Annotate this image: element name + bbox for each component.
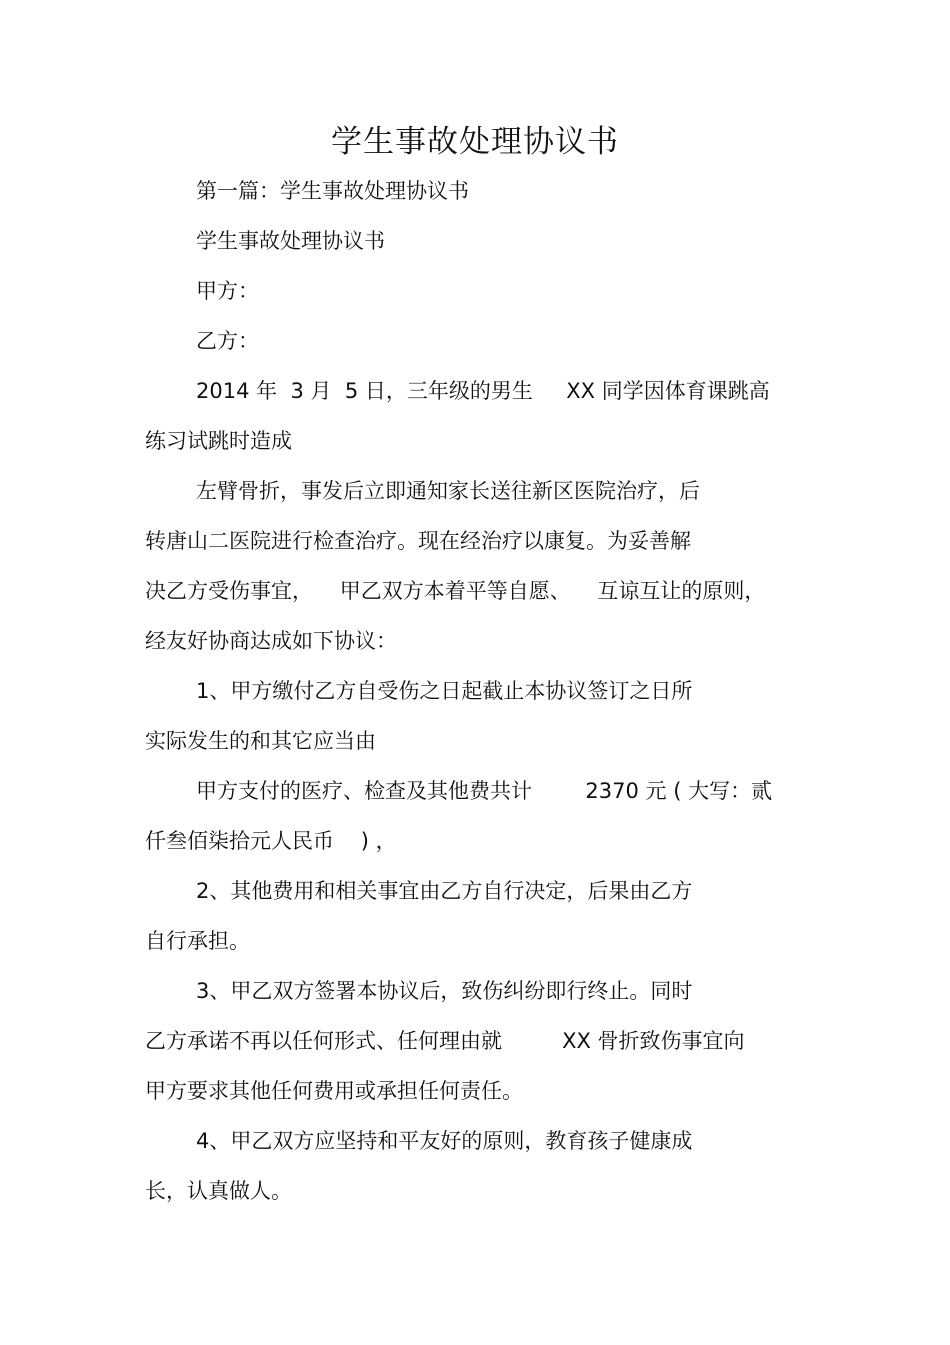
clause-3: 3、甲乙双方签署本协议后，致伤纠纷即行终止。同时 [196,979,693,1003]
chapter-heading: 第一篇：学生事故处理协议书 [196,179,469,203]
paragraph-line: 练习试跳时造成 [145,429,292,453]
paragraph-line: 2014 年 3 月 5 日，三年级的男生 XX 同学因体育课跳高 [196,379,770,403]
paragraph-line: 左臂骨折，事发后立即通知家长送往新区医院治疗，后 [196,479,700,503]
paragraph-line: 转唐山二医院进行检查治疗。现在经治疗以康复。为妥善解 [145,529,691,553]
party-b-label: 乙方： [196,329,259,353]
subtitle: 学生事故处理协议书 [196,229,385,253]
clause-2: 2、其他费用和相关事宜由乙方自行决定，后果由乙方 [196,879,693,903]
paragraph-line: 经友好协商达成如下协议： [145,629,397,653]
paragraph-line: 决乙方受伤事宜， 甲乙双方本着平等自愿、 互谅互让的原则， [145,579,766,603]
document-title: 学生事故处理协议书 [331,124,619,160]
clause-1: 1、甲方缴付乙方自受伤之日起截止本协议签订之日所 [196,679,693,703]
clause-4: 4、甲乙双方应坚持和平友好的原则，教育孩子健康成 [196,1129,693,1153]
clause-1-cont: 实际发生的和其它应当由 [145,729,376,753]
clause-4-cont: 长，认真做人。 [145,1179,292,1203]
clause-3-cont: 甲方要求其他任何费用或承担任何责任。 [145,1079,523,1103]
clause-1-amount: 甲方支付的医疗、检查及其他费共计 2370 元 ( 大写：贰 [196,779,773,803]
party-a-label: 甲方： [196,279,259,303]
clause-2-cont: 自行承担。 [145,929,250,953]
clause-1-amount-cont: 仟叁佰柒拾元人民币 ) ， [145,829,397,853]
clause-3-cont: 乙方承诺不再以任何形式、任何理由就 XX 骨折致伤事宜向 [145,1029,745,1053]
